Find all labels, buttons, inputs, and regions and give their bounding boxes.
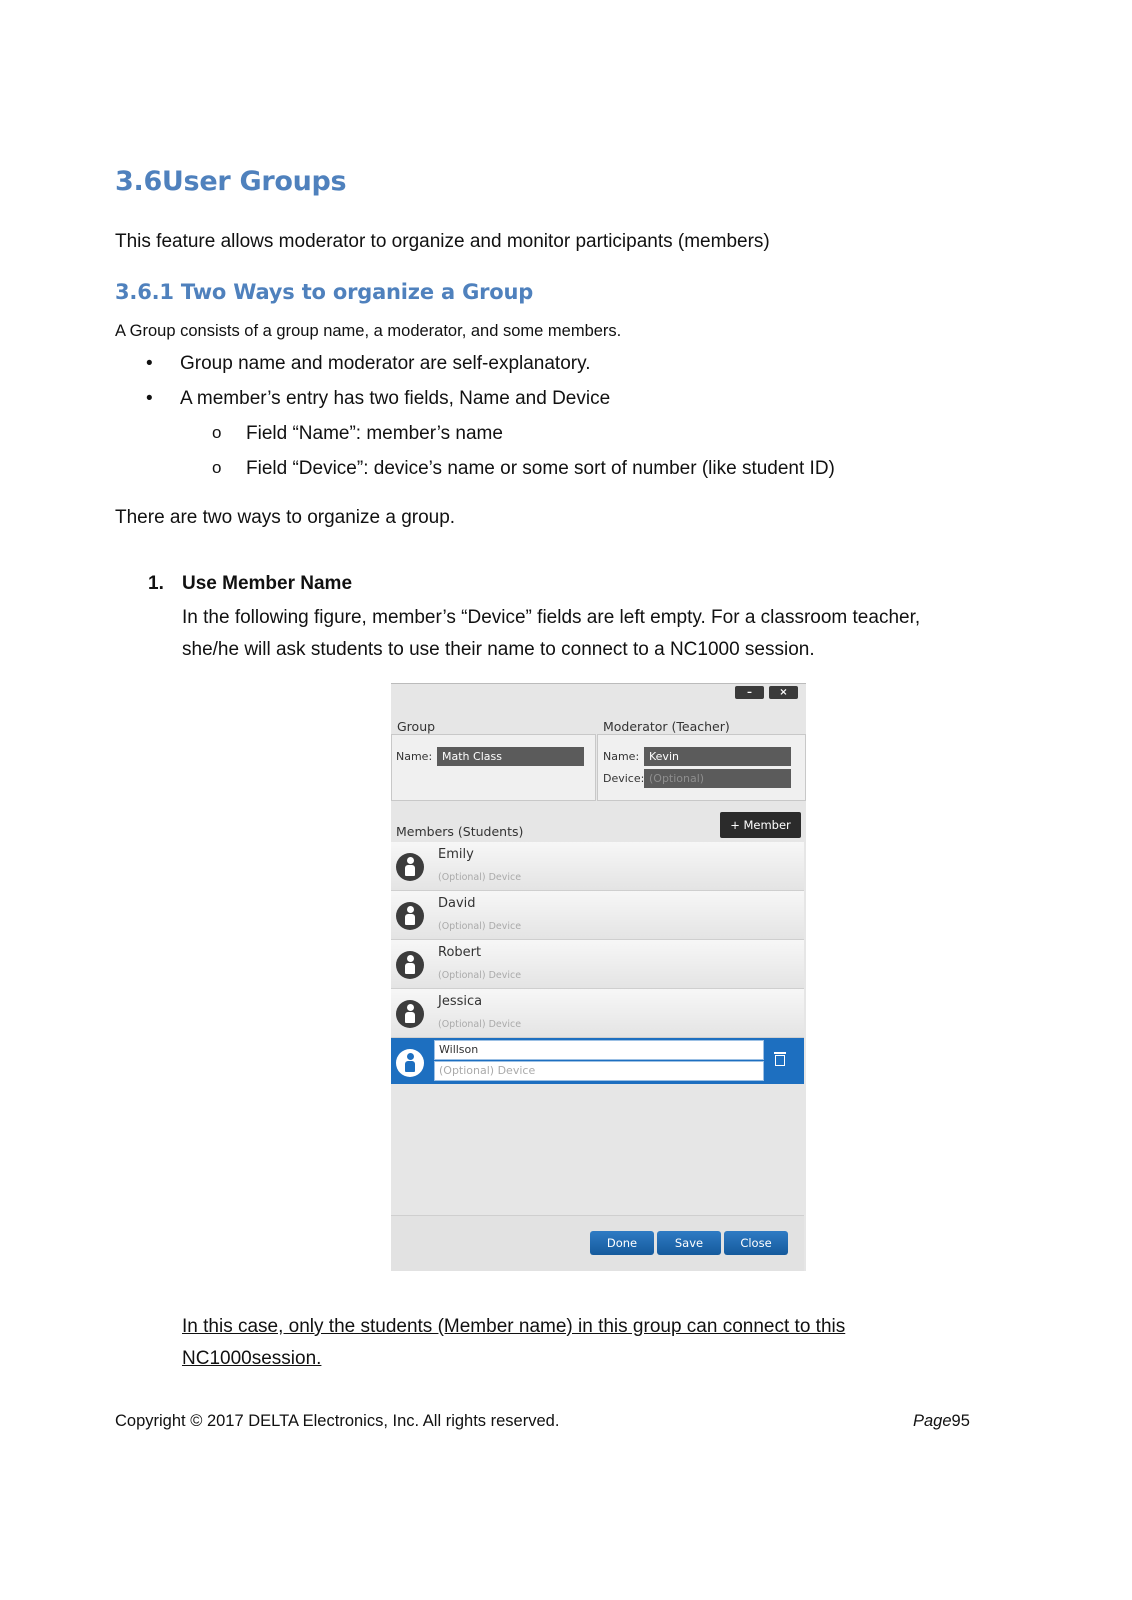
member-name: Jessica bbox=[438, 994, 483, 1009]
group-dialog-screenshot bbox=[391, 683, 806, 1271]
moderator-section-label: Moderator (Teacher) bbox=[603, 719, 730, 734]
person-icon bbox=[396, 1049, 424, 1077]
add-member-button[interactable]: + Member bbox=[720, 812, 801, 838]
dialog-button-bar bbox=[391, 1215, 804, 1271]
group-description: A Group consists of a group name, a moderator, and some members. bbox=[115, 322, 622, 340]
sub-bullet-circle: o bbox=[212, 458, 222, 477]
done-button[interactable]: Done bbox=[590, 1231, 654, 1255]
minimize-button[interactable]: – bbox=[735, 686, 764, 699]
page-num: 95 bbox=[951, 1412, 970, 1430]
person-icon bbox=[396, 951, 424, 979]
moderator-box bbox=[597, 734, 806, 801]
subsection-heading: 3.6.1 Two Ways to organize a Group bbox=[115, 280, 534, 304]
close-window-button[interactable]: × bbox=[769, 686, 798, 699]
note-line: NC1000session. bbox=[182, 1348, 322, 1369]
person-icon bbox=[396, 853, 424, 881]
note-line: In this case, only the students (Member name) in this group can connect to this bbox=[182, 1316, 846, 1337]
numbered-index: 1. bbox=[148, 573, 164, 594]
member-device: (Optional) Device bbox=[438, 921, 522, 932]
member-device: (Optional) Device bbox=[438, 872, 522, 883]
bullet-dot: • bbox=[146, 353, 153, 374]
numbered-line: In the following figure, member’s “Device” fields are left empty. For a classroom teacher, bbox=[182, 607, 921, 628]
group-name-field[interactable]: Math Class bbox=[437, 747, 584, 766]
moderator-name-label: Name: bbox=[603, 750, 640, 763]
numbered-line: she/he will ask students to use their name to connect to a NC1000 session. bbox=[182, 639, 815, 660]
group-box bbox=[391, 734, 596, 801]
bullet-text: A member’s entry has two fields, Name and Device bbox=[180, 388, 611, 409]
member-row[interactable] bbox=[391, 989, 804, 1038]
page-number bbox=[913, 1412, 970, 1431]
member-name: David bbox=[438, 896, 476, 911]
section-heading: 3.6User Groups bbox=[115, 166, 347, 197]
member-device: (Optional) Device bbox=[438, 1019, 522, 1030]
sub-bullet-text: Field “Name”: member’s name bbox=[246, 423, 503, 444]
bullet-text: Group name and moderator are self-explanatory. bbox=[180, 353, 591, 374]
close-button[interactable]: Close bbox=[724, 1231, 788, 1255]
member-name: Emily bbox=[438, 847, 474, 862]
member-row[interactable] bbox=[391, 842, 804, 891]
sub-bullet-text: Field “Device”: device’s name or some sort of number (like student ID) bbox=[246, 458, 835, 479]
moderator-name-field[interactable]: Kevin bbox=[644, 747, 791, 766]
member-row[interactable] bbox=[391, 891, 804, 940]
member-device: (Optional) Device bbox=[438, 970, 522, 981]
two-ways-text: There are two ways to organize a group. bbox=[115, 507, 456, 528]
group-section-label: Group bbox=[397, 719, 436, 734]
person-icon bbox=[396, 902, 424, 930]
member-row-selected[interactable] bbox=[391, 1038, 804, 1084]
copyright-text: Copyright © 2017 DELTA Electronics, Inc. All rights reserved. bbox=[115, 1412, 560, 1430]
member-name: Robert bbox=[438, 945, 482, 960]
members-section-label: Members (Students) bbox=[396, 824, 524, 839]
numbered-title: Use Member Name bbox=[182, 573, 353, 594]
page-word: Page bbox=[913, 1412, 952, 1430]
member-name-input[interactable]: Willson bbox=[434, 1040, 764, 1060]
trash-icon[interactable] bbox=[774, 1052, 786, 1066]
members-list bbox=[391, 842, 804, 1238]
intro-text: This feature allows moderator to organize and monitor participants (members) bbox=[115, 231, 770, 252]
moderator-device-label: Device: bbox=[603, 772, 645, 785]
member-row[interactable] bbox=[391, 940, 804, 989]
sub-bullet-circle: o bbox=[212, 423, 222, 442]
save-button[interactable]: Save bbox=[657, 1231, 721, 1255]
group-name-label: Name: bbox=[396, 750, 433, 763]
bullet-dot: • bbox=[146, 388, 153, 409]
person-icon bbox=[396, 1000, 424, 1028]
moderator-device-field[interactable]: (Optional) bbox=[644, 769, 791, 788]
member-device-input[interactable]: (Optional) Device bbox=[434, 1061, 764, 1081]
